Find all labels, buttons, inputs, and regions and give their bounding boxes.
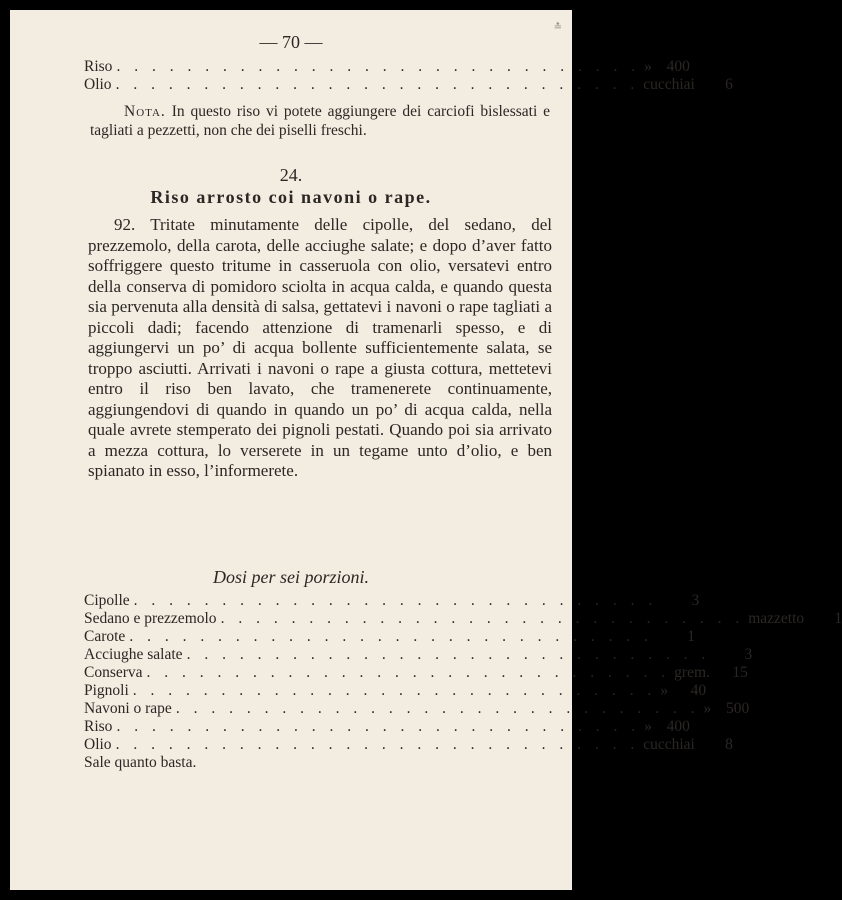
ingredient-name: Carote — [84, 628, 126, 645]
ingredient-name: Riso — [84, 718, 113, 735]
ingredient-name: Navoni o rape — [84, 700, 172, 717]
leader-dots: . . . . . . . . . . . . . . . . . . . . . . . . . . . . . . — [116, 58, 641, 75]
ingredient-unit: » — [703, 700, 712, 717]
ingredient-name: Riso — [84, 58, 113, 75]
leader-dots: . . . . . . . . . . . . . . . . . . . . . . . . . . . . . . — [220, 610, 745, 627]
ingredient-row — [84, 736, 733, 754]
ingredient-row — [84, 58, 690, 76]
ingredient-name: Sedano e prezzemolo — [84, 610, 217, 627]
leader-dots: . . . . . . . . . . . . . . . . . . . . . . . . . . . . . . — [129, 628, 653, 645]
leader-dots: . . . . . . . . . . . . . . . . . . . . . . . . . . . . . . — [115, 76, 640, 93]
ingredient-qty: 400 — [666, 718, 690, 735]
ingredient-qty: 1 — [687, 628, 695, 645]
ingredient-name: Pignoli — [84, 682, 129, 699]
leader-dots: . . . . . . . . . . . . . . . . . . . . . . . . . . . . . . — [116, 718, 641, 735]
page-number: — 70 — — [259, 32, 323, 52]
ingredient-row — [84, 718, 690, 736]
corner-mark: ≛ — [553, 22, 562, 33]
ingredient-qty: 15 — [732, 664, 748, 681]
ingredient-unit: » — [644, 58, 652, 75]
leader-dots: . . . . . . . . . . . . . . . . . . . . . . . . . . . . . . — [186, 646, 711, 663]
ingredient-unit: cucchiai — [643, 76, 695, 93]
servings-heading: Dosi per sei porzioni. — [212, 567, 369, 587]
ingredient-unit: » — [660, 682, 669, 699]
final-line: Sale quanto basta. — [84, 754, 197, 771]
ingredient-name: Acciughe salate — [84, 646, 183, 663]
ingredient-qty: 40 — [690, 682, 707, 699]
note-text: In questo riso vi potete aggiungere dei carciofi bislessati e tagliati a pezzetti, non che dei piselli freschi. — [90, 103, 551, 139]
note-paragraph — [90, 102, 550, 140]
book-page — [10, 10, 842, 890]
leader-dots: . . . . . . . . . . . . . . . . . . . . . . . . . . . . . . — [146, 664, 671, 681]
ingredient-qty: 8 — [725, 736, 733, 753]
ingredient-unit: » — [644, 718, 652, 735]
ingredient-qty: 3 — [691, 592, 700, 609]
recipe-body: 92. Tritate minutamente delle cipolle, del sedano, del prezzemolo, della carota, delle acciughe salate; e dopo d’aver fatto soffriggere questo tritume in casseruola con olio, versatevi entro della conserva di pomidoro sciolta in acqua calda, e quando questa sia pervenuta alla densità di salsa, gettatevi i navoni o rape tagliati a piccoli dadi; facendo attenzione di tramenarli spesso, e di aggiungervi un po’ di acqua bollente sufficientemente salata, se troppo asciutti. Arrivati i navoni o rape a giusta cottura, mettetevi entro il riso ben lavato, che tramenerete continuamente, aggiungendovi di quando in quando un po’ di acqua calda, nella quale avrete stemperato dei pignoli pestati. Quando poi sia arrivato a mezza cottura, lo verserete in un tegame unto d’olio, e ben spianato in esso, l’informerete. — [88, 215, 552, 480]
ingredient-unit: cucchiai — [643, 736, 695, 753]
ingredient-qty: 3 — [744, 646, 753, 663]
ingredient-qty: 1 — [834, 610, 842, 627]
ingredient-name: Conserva — [84, 664, 143, 681]
ingredient-name: Olio — [84, 76, 112, 93]
ingredient-row — [84, 664, 748, 682]
ingredient-name: Olio — [84, 736, 112, 753]
ingredient-row — [84, 628, 695, 646]
ingredient-row — [84, 754, 550, 772]
ingredient-qty: 6 — [725, 76, 733, 93]
recipe-number: 24. — [279, 165, 303, 185]
ingredient-row — [84, 76, 733, 94]
ingredient-row — [84, 610, 842, 628]
ingredient-row — [84, 592, 700, 610]
ingredient-unit: mazzetto — [748, 610, 805, 627]
ingredient-unit: grem. — [674, 664, 710, 681]
ingredient-name: Cipolle — [84, 592, 130, 609]
recipe-title: Riso arrosto coi navoni o rape. — [150, 187, 432, 207]
note-label: Nota. — [124, 103, 166, 120]
leader-dots: . . . . . . . . . . . . . . . . . . . . . . . . . . . . . . — [115, 736, 640, 753]
leader-dots: . . . . . . . . . . . . . . . . . . . . . . . . . . . . . . — [175, 700, 700, 717]
leader-dots: . . . . . . . . . . . . . . . . . . . . . . . . . . . . . . — [133, 592, 658, 609]
ingredient-row — [84, 646, 753, 664]
ingredient-row — [84, 682, 707, 700]
ingredient-qty: 500 — [725, 700, 750, 717]
ingredient-row — [84, 700, 750, 718]
ingredient-qty: 400 — [666, 58, 690, 75]
leader-dots: . . . . . . . . . . . . . . . . . . . . . . . . . . . . . . — [132, 682, 657, 699]
